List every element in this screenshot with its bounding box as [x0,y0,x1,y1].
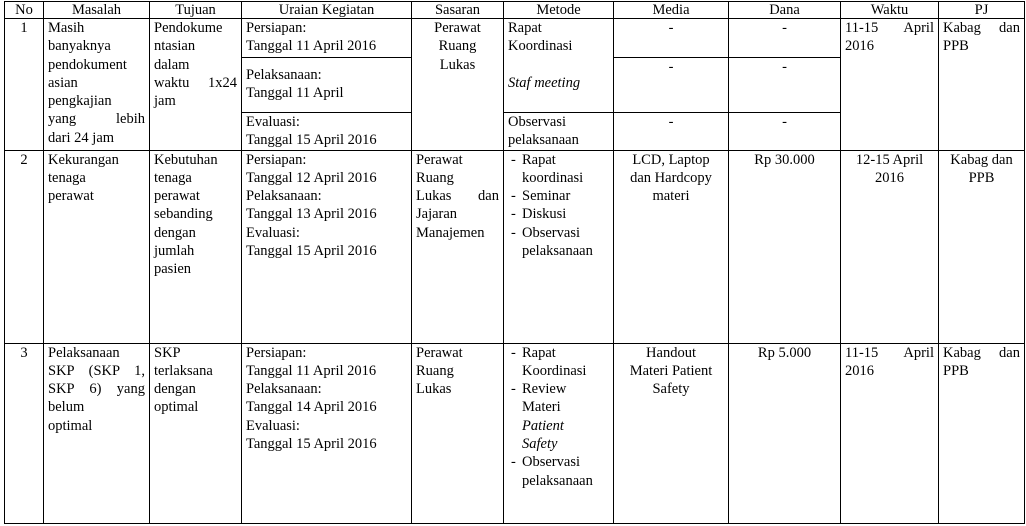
cell-uraian-evaluasi: Evaluasi: Tanggal 15 April 2016 [242,113,412,151]
table-row [5,150,1025,343]
list-item: - Rapat koordinasi [508,151,609,188]
cell-uraian-pelaksanaan: Pelaksanaan: Tanggal 11 April [242,58,412,113]
cell-waktu: 11-15 April 2016 [841,19,939,151]
table-row [5,19,1025,58]
list-item: - Diskusi [508,205,609,223]
cell-sasaran: Perawat Ruang Lukas [412,19,504,151]
cell-tujuan: Pendokume ntasian dalam waktu 1x24 jam [150,19,242,151]
cell-waktu: 11-15 April 2016 [841,343,939,523]
metode-list [508,344,609,490]
cell-media: LCD, Laptop dan Hardcopy materi [614,150,729,343]
cell-uraian: Persiapan: Tanggal 11 April 2016 Pelaksanaan: Tanggal 14 April 2016 Evaluasi: Tanggal 15 April 2016 [242,343,412,523]
cell-masalah: Pelaksanaan SKP (SKP 1, SKP 6) yang belum optimal [44,343,150,523]
list-item: - Rapat Koordinasi [508,344,609,381]
activity-plan-table [4,1,1025,524]
cell-pj: Kabag dan PPB [939,19,1025,151]
cell-media: - [614,113,729,151]
cell-dana: Rp 30.000 [729,150,841,343]
metode-list [508,151,609,261]
cell-no: 2 [5,150,44,343]
cell-sasaran: Perawat Ruang Lukas [412,343,504,523]
cell-media: - [614,19,729,58]
list-item: - Review Materi Patient Safety [508,380,609,453]
cell-dana: - [729,19,841,58]
cell-dana: Rp 5.000 [729,343,841,523]
header-media: Media [614,2,729,19]
cell-masalah: Kekurangan tenaga perawat [44,150,150,343]
header-sasaran: Sasaran [412,2,504,19]
table-row [5,343,1025,523]
cell-uraian-persiapan: Persiapan: Tanggal 11 April 2016 [242,19,412,58]
header-pj: PJ [939,2,1025,19]
header-row [5,2,1025,19]
header-tujuan: Tujuan [150,2,242,19]
header-no: No [5,2,44,19]
list-item: - Observasi pelaksanaan [508,224,609,261]
cell-tujuan: SKP terlaksana dengan optimal [150,343,242,523]
list-item: - Seminar [508,187,609,205]
header-waktu: Waktu [841,2,939,19]
cell-media: - [614,58,729,113]
cell-pj: Kabag dan PPB [939,150,1025,343]
cell-no: 3 [5,343,44,523]
cell-metode: Observasi pelaksanaan [504,113,614,151]
cell-dana: - [729,58,841,113]
cell-metode [504,150,614,343]
cell-tujuan: Kebutuhan tenaga perawat sebanding dengan jumlah pasien [150,150,242,343]
cell-pj: Kabag dan PPB [939,343,1025,523]
cell-waktu: 12-15 April 2016 [841,150,939,343]
header-metode: Metode [504,2,614,19]
header-dana: Dana [729,2,841,19]
cell-masalah: Masih banyaknya pendokument asian pengkajian yang lebih dari 24 jam [44,19,150,151]
cell-dana: - [729,113,841,151]
list-item: - Observasi pelaksanaan [508,453,609,490]
cell-metode: Rapat Koordinasi Staf meeting [504,19,614,113]
header-masalah: Masalah [44,2,150,19]
header-uraian: Uraian Kegiatan [242,2,412,19]
cell-sasaran: Perawat Ruang Lukas dan Jajaran Manajemen [412,150,504,343]
cell-no: 1 [5,19,44,151]
cell-uraian: Persiapan: Tanggal 12 April 2016 Pelaksanaan: Tanggal 13 April 2016 Evaluasi: Tanggal 15 April 2016 [242,150,412,343]
cell-media: Handout Materi Patient Safety [614,343,729,523]
cell-metode [504,343,614,523]
